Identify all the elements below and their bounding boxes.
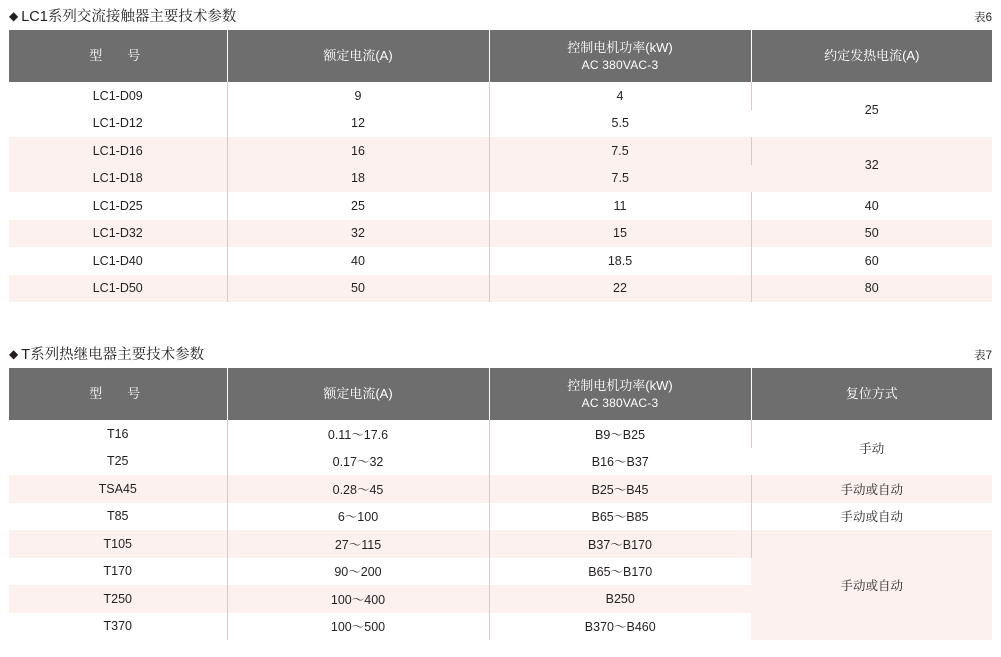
cell-thermal: 50 — [751, 220, 992, 248]
cell-power: 4 — [489, 82, 751, 110]
section-caption-row — [0, 0, 1001, 30]
cell-thermal: 32 — [751, 137, 992, 192]
column-header-motor-power: 控制电机功率(kW) AC 380VAC-3 — [489, 30, 751, 82]
spec-table-t-series — [9, 368, 992, 640]
cell-power: 11 — [489, 192, 751, 220]
cell-power: B25～B45 — [489, 475, 751, 503]
column-header-model: 型 号 — [9, 368, 227, 420]
cell-current: 16 — [227, 137, 489, 165]
section-title: T系列热继电器主要技术参数 — [21, 347, 205, 363]
table-row — [9, 137, 992, 165]
cell-power: 5.5 — [489, 110, 751, 138]
table-header — [9, 368, 992, 420]
cell-model: LC1-D32 — [9, 220, 227, 248]
cell-model: T170 — [9, 558, 227, 586]
cell-model: T25 — [9, 448, 227, 476]
cell-model: T370 — [9, 613, 227, 641]
cell-power: 22 — [489, 275, 751, 303]
cell-power: 15 — [489, 220, 751, 248]
cell-current: 6～100 — [227, 503, 489, 531]
cell-model: T105 — [9, 530, 227, 558]
column-header-reset-mode: 复位方式 — [751, 368, 992, 420]
column-header-motor-power-sub: AC 380VAC-3 — [581, 57, 659, 72]
cell-power: B65～B170 — [489, 558, 751, 586]
table-header-row — [9, 368, 992, 420]
column-header-motor-power: 控制电机功率(kW) AC 380VAC-3 — [489, 368, 751, 420]
cell-current: 27～115 — [227, 530, 489, 558]
cell-current: 9 — [227, 82, 489, 110]
cell-model: LC1-D12 — [9, 110, 227, 138]
diamond-bullet-icon: ◆ — [9, 347, 19, 361]
cell-power: 7.5 — [489, 137, 751, 165]
spec-section-t-series — [0, 338, 1001, 640]
cell-power: 18.5 — [489, 247, 751, 275]
column-header-model: 型 号 — [9, 30, 227, 82]
table-header-row — [9, 30, 992, 82]
cell-current: 25 — [227, 192, 489, 220]
section-title: LC1系列交流接触器主要技术参数 — [21, 9, 237, 25]
table-number-label: 表7 — [974, 350, 992, 362]
cell-thermal: 60 — [751, 247, 992, 275]
cell-model: LC1-D50 — [9, 275, 227, 303]
cell-current: 100～400 — [227, 585, 489, 613]
cell-power: B370～B460 — [489, 613, 751, 641]
column-header-motor-power-sub: AC 380VAC-3 — [581, 395, 659, 410]
section-heading — [9, 5, 236, 26]
cell-current: 90～200 — [227, 558, 489, 586]
table-number-label: 表6 — [974, 12, 992, 24]
section-heading — [9, 343, 204, 364]
section-caption-row — [0, 338, 1001, 368]
cell-current: 32 — [227, 220, 489, 248]
cell-model: LC1-D09 — [9, 82, 227, 110]
table-row — [9, 220, 992, 248]
cell-current: 12 — [227, 110, 489, 138]
spec-section-lc1 — [0, 0, 1001, 302]
table-body — [9, 420, 992, 640]
cell-model: TSA45 — [9, 475, 227, 503]
table-row — [9, 192, 992, 220]
cell-current: 0.17～32 — [227, 448, 489, 476]
cell-thermal: 80 — [751, 275, 992, 303]
cell-reset-mode: 手动或自动 — [751, 530, 992, 640]
cell-current: 18 — [227, 165, 489, 193]
cell-model: T250 — [9, 585, 227, 613]
cell-model: LC1-D16 — [9, 137, 227, 165]
cell-power: B16～B37 — [489, 448, 751, 476]
spec-table-lc1 — [9, 30, 992, 302]
table-row — [9, 275, 992, 303]
cell-power: B9～B25 — [489, 420, 751, 448]
cell-model: LC1-D40 — [9, 247, 227, 275]
cell-reset-mode: 手动 — [751, 420, 992, 475]
cell-current: 0.28～45 — [227, 475, 489, 503]
cell-power: B37～B170 — [489, 530, 751, 558]
table-body — [9, 82, 992, 302]
table-row — [9, 420, 992, 448]
table-header — [9, 30, 992, 82]
cell-current: 50 — [227, 275, 489, 303]
cell-reset-mode: 手动或自动 — [751, 475, 992, 503]
table-row — [9, 530, 992, 558]
cell-model: T16 — [9, 420, 227, 448]
table-row — [9, 503, 992, 531]
diamond-bullet-icon: ◆ — [9, 9, 19, 23]
cell-power: B250 — [489, 585, 751, 613]
cell-current: 100～500 — [227, 613, 489, 641]
cell-reset-mode: 手动或自动 — [751, 503, 992, 531]
cell-power: 7.5 — [489, 165, 751, 193]
cell-current: 0.11～17.6 — [227, 420, 489, 448]
column-header-thermal-current: 约定发热电流(A) — [751, 30, 992, 82]
cell-model: LC1-D18 — [9, 165, 227, 193]
table-row — [9, 82, 992, 110]
cell-thermal: 25 — [751, 82, 992, 137]
column-header-rated-current: 额定电流(A) — [227, 30, 489, 82]
column-header-rated-current: 额定电流(A) — [227, 368, 489, 420]
cell-model: T85 — [9, 503, 227, 531]
cell-current: 40 — [227, 247, 489, 275]
table-row — [9, 247, 992, 275]
table-row — [9, 475, 992, 503]
cell-power: B65～B85 — [489, 503, 751, 531]
cell-model: LC1-D25 — [9, 192, 227, 220]
cell-thermal: 40 — [751, 192, 992, 220]
